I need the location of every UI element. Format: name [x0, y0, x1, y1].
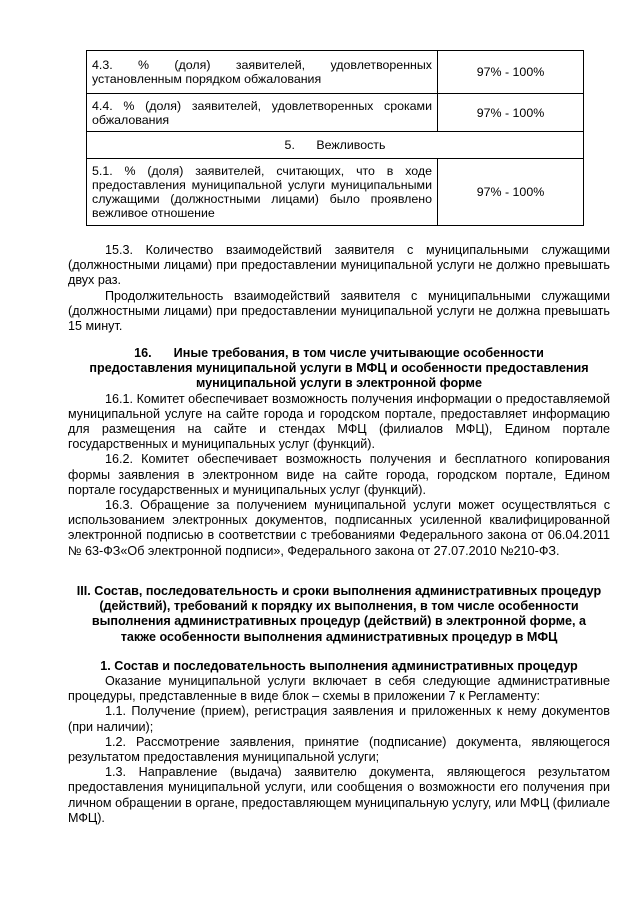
- section-number: 16.: [134, 346, 152, 360]
- indicator-cell: 4.3. % (доля) заявителей, удовлетворенных установленным порядком обжалования: [87, 51, 438, 94]
- subsection-heading: 1. Состав и последовательность выполнения административных процедур: [100, 658, 578, 673]
- paragraph: 16.2. Комитет обеспечивает возможность получения и бесплатного копирования формы заявления в электронном виде на сайте города, городском портале, Едином портале государственных и муниципальных услуг (функций).: [68, 452, 610, 497]
- section-heading: III. Состав, последовательность и сроки выполнения административных процедур (действий), требований к порядку их выполнения, в том числе особенности выполнения административных процедур (действий) в электронной форме, а также особенности выполнения административных процедур в МФЦ: [76, 584, 602, 644]
- indicators-table: [86, 50, 584, 226]
- paragraph: 1.2. Рассмотрение заявления, принятие (подписание) документа, являющегося результатом предоставления муниципальной услуги;: [68, 734, 610, 765]
- section-heading: [68, 346, 610, 392]
- indicator-cell: 4.4. % (доля) заявителей, удовлетворенных сроками обжалования: [87, 94, 438, 132]
- value-cell: 97% - 100%: [438, 51, 584, 94]
- paragraphs-block-1: [68, 243, 610, 334]
- table-row: [87, 159, 584, 226]
- indicator-cell: 5.1. % (доля) заявителей, считающих, что в ходе предоставления муниципальной услуги муниципальными служащими (должностными лицами) было проявлено вежливое отношение: [87, 159, 438, 226]
- paragraph: 16.1. Комитет обеспечивает возможность получения информации о предоставляемой муниципальной услуге на сайте города и городском портале, предоставляет информацию для размещения на сайте и стендах МФЦ (филиалов МФЦ), Едином портале государственных и муниципальных услуг (функций).: [68, 391, 610, 452]
- paragraph: 16.3. Обращение за получением муниципальной услуги может осуществляться с использованием электронных документов, подписанных усиленной квалифицированной электронной подписью в соответствии с требованиями Федерального закона от 06.04.2011 № 63-ФЗ«Об электронной подписи», Федерального закона от 27.07.2010 №210-ФЗ.: [68, 498, 610, 558]
- paragraph: 1.3. Направление (выдача) заявителю документа, являющегося результатом предоставления муниципальной услуги, или сообщения о возможности его получения при личном обращении в органе, предоставляющем муниципальную услугу, или МФЦ (филиале МФЦ).: [68, 765, 610, 825]
- section-3: [68, 584, 610, 826]
- value-cell: 97% - 100%: [438, 159, 584, 226]
- section-row-cell: 5. Вежливость: [87, 132, 584, 159]
- paragraph: 1.1. Получение (прием), регистрация заявления и приложенных к нему документов (при наличии);: [68, 704, 610, 734]
- section-title: Иные требования, в том числе учитывающие особенности предоставления муниципальной услуги в МФЦ и особенности предоставления муниципальной услуги в электронной форме: [89, 346, 589, 391]
- value-cell: 97% - 100%: [438, 94, 584, 132]
- section-16: [68, 346, 610, 559]
- paragraph: 15.3. Количество взаимодействий заявителя с муниципальными служащими (должностными лицами) при предоставлении муниципальной услуги не должно превышать двух раз.: [68, 243, 610, 288]
- table-row: [87, 132, 584, 159]
- table-row: [87, 51, 584, 94]
- paragraph: Продолжительность взаимодействий заявителя с муниципальными служащими (должностными лицами) при предоставлении муниципальной услуги не должна превышать 15 минут.: [68, 288, 610, 334]
- table-row: [87, 94, 584, 132]
- paragraph: Оказание муниципальной услуги включает в себя следующие административные процедуры, представленные в виде блок – схемы в приложении 7 к Регламенту:: [68, 674, 610, 704]
